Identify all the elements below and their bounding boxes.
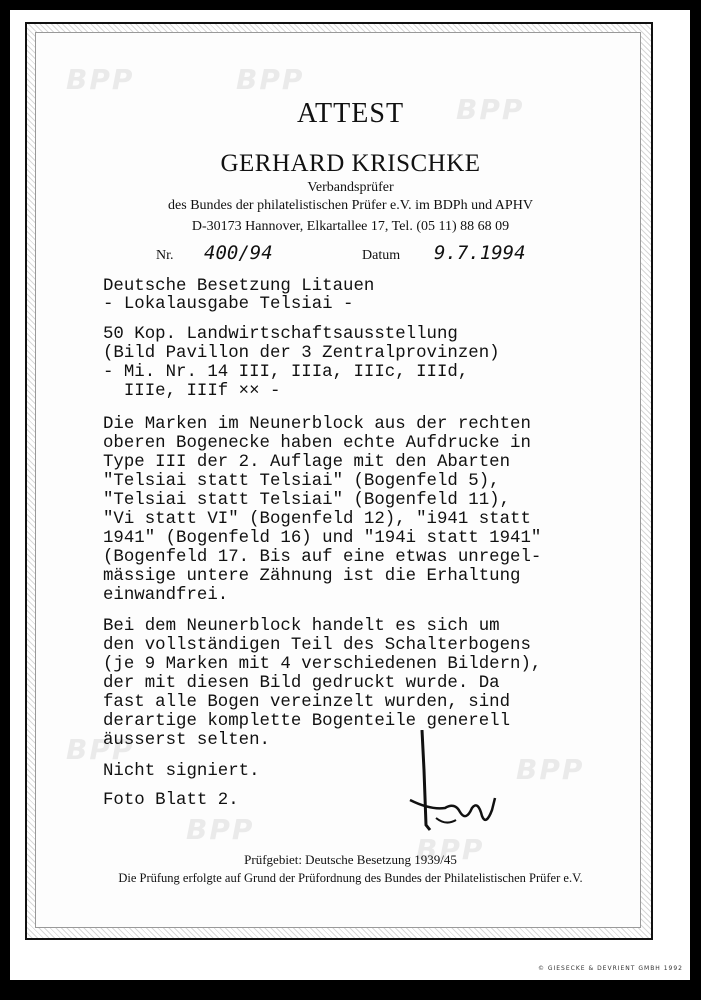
body-line: der mit diesen Bild gedruckt wurde. Da [103,674,500,693]
body-line: 50 Kop. Landwirtschaftsausstellung [103,325,458,344]
body-line: 1941" (Bogenfeld 16) und "194i statt 1941" [103,529,542,548]
body-line: "Telsiai statt Telsiai" (Bogenfeld 5), [103,472,500,491]
body-line: - Lokalausgabe Telsiai - [103,295,354,314]
nr-label: Nr. [156,248,174,263]
body-line: mässige untere Zähnung ist die Erhaltung [103,567,521,586]
examiner-role: Verbandsprüfer [307,180,394,195]
watermark: BPP [456,93,525,126]
body-line: Deutsche Besetzung Litauen [103,277,375,296]
examiner-name: GERHARD KRISCHKE [220,150,481,177]
watermark: BPP [236,63,305,96]
printer-imprint: © GIESECKE & DEVRIENT GMBH 1992 [537,965,683,972]
body-line: Nicht signiert. [103,762,260,781]
certificate-date: 9.7.1994 [434,242,526,264]
watermark: BPP [416,833,485,866]
examiner-association: des Bundes der philatelistischen Prüfer e.V. im BDPh und APHV [168,198,533,213]
body-line: - Mi. Nr. 14 III, IIIa, IIIc, IIId, [103,363,469,382]
body-line: IIIe, IIIf ×× - [103,382,281,401]
body-line: derartige komplette Bogenteile generell [103,712,511,731]
body-line: "Telsiai statt Telsiai" (Bogenfeld 11), [103,491,511,510]
datum-label: Datum [362,248,401,263]
watermark: BPP [66,733,135,766]
body-line: Bei dem Neunerblock handelt es sich um [103,617,500,636]
certificate-number: 400/94 [204,242,273,264]
body-line: Type III der 2. Auflage mit den Abarten [103,453,511,472]
body-line: oberen Bogenecke haben echte Aufdrucke in [103,434,531,453]
body-line: (Bogenfeld 17. Bis auf eine etwas unregel- [103,548,542,567]
body-line: (je 9 Marken mit 4 verschiedenen Bildern), [103,655,542,674]
pruefordnung-note: Die Prüfung erfolgte auf Grund der Prüfordnung des Bundes der Philatelistischen Prüfer e.V. [118,871,583,885]
body-line: (Bild Pavillon der 3 Zentralprovinzen) [103,344,500,363]
body-line: Foto Blatt 2. [103,791,239,810]
body-line: einwandfrei. [103,586,229,605]
examiner-address: D-30173 Hannover, Elkartallee 17, Tel. (05 11) 88 68 09 [191,219,510,234]
body-line: fast alle Bogen vereinzelt wurden, sind [103,693,511,712]
watermark: BPP [186,813,255,846]
body-line: den vollständigen Teil des Schalterbogens [103,636,531,655]
body-line: Die Marken im Neunerblock aus der rechten [103,415,531,434]
body-line: "Vi statt VI" (Bogenfeld 12), "i941 statt [103,510,531,529]
watermark: BPP [516,753,585,786]
handwritten-signature-icon [400,730,510,840]
body-line: äusserst selten. [103,731,270,750]
watermark: BPP [66,63,135,96]
certificate-title: ATTEST [296,98,405,129]
pruefgebiet-note: Prüfgebiet: Deutsche Besetzung 1939/45 [244,852,457,867]
